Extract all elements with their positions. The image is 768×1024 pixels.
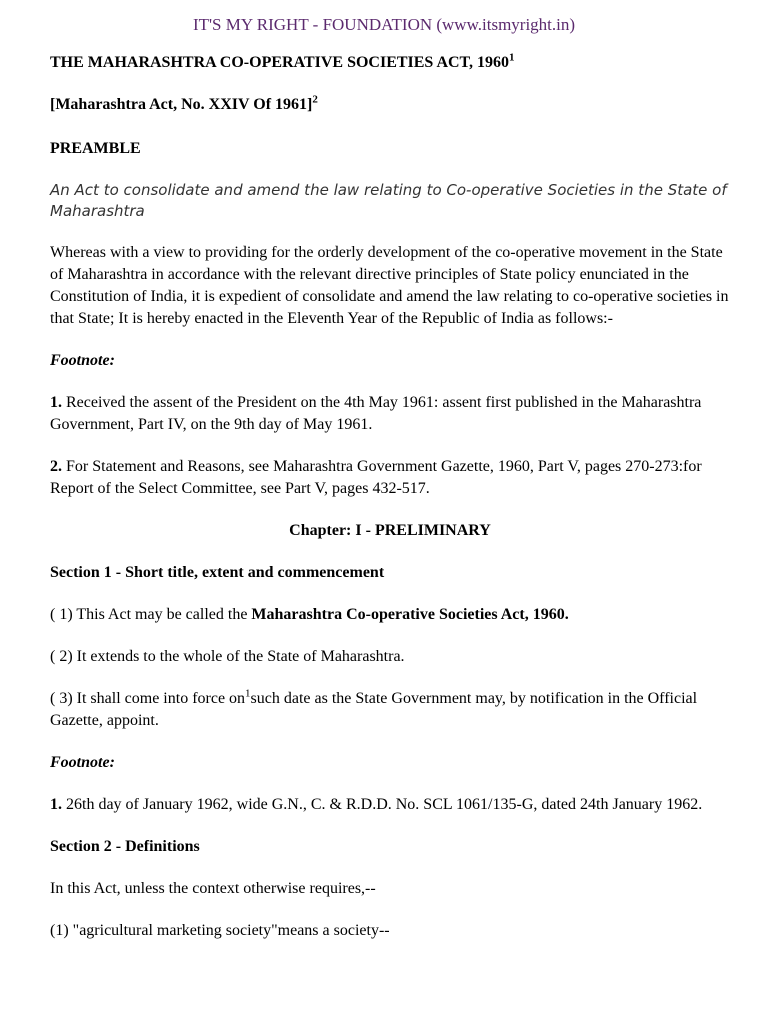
clause-1-text: ( 1) This Act may be called the (50, 606, 252, 623)
footnote-label: Footnote: (50, 754, 115, 771)
act-number (50, 94, 730, 116)
footnote-1 (50, 392, 730, 436)
section-2-intro: In this Act, unless the context otherwise requires,-- (50, 880, 376, 897)
section-2-heading: Section 2 - Definitions (50, 838, 200, 855)
chapter-heading: Chapter: I - PRELIMINARY (289, 522, 491, 539)
clause-3-text-b: such date as the State Government may, by notification in the Official Gazette, appoint. (50, 690, 698, 729)
section-1-clause-1 (50, 604, 730, 626)
footnote-2-text: For Statement and Reasons, see Maharashtra Government Gazette, 1960, Part V, pages 270-273:for Report of the Select Committee, see Part V, pages 432-517. (50, 458, 702, 497)
preamble-subtitle: An Act to consolidate and amend the law relating to Co-operative Societies in the State of Maharashtra (50, 181, 727, 220)
footnote-3 (50, 794, 730, 816)
preamble-heading: PREAMBLE (50, 140, 141, 157)
act-number-text: [Maharashtra Act, No. XXIV Of 1961] (50, 96, 313, 113)
footnote-2-number: 2. (50, 458, 62, 475)
section-2-clause-1: (1) "agricultural marketing society"means a society-- (50, 922, 390, 939)
document-page (50, 14, 730, 942)
act-title (50, 52, 730, 74)
footnote-2 (50, 456, 730, 500)
section-1-heading: Section 1 - Short title, extent and commencement (50, 564, 385, 581)
section-1-clause-3 (50, 688, 730, 732)
preamble-text: Whereas with a view to providing for the orderly development of the co-operative movement in the State of Maharashtra in accordance with the relevant directive principles of State policy enunciated in the Constitution of India, it is expedient of consolidate and amend the law relating to co-operative societies in that State; It is hereby enacted in the Eleventh Year of the Republic of India as follows:- (50, 244, 729, 327)
site-header: IT'S MY RIGHT - FOUNDATION (www.itsmyright.in) (192, 15, 576, 34)
act-title-text: THE MAHARASHTRA CO-OPERATIVE SOCIETIES ACT, 1960 (50, 54, 510, 71)
footnote-1-number: 1. (50, 394, 62, 411)
footnote-1-text: Received the assent of the President on the 4th May 1961: assent first published in the Maharashtra Government, Part IV, on the 9th day of May 1961. (50, 394, 702, 433)
footnote-3-text: 26th day of January 1962, wide G.N., C. & R.D.D. No. SCL 1061/135-G, dated 24th January 1962. (62, 796, 703, 813)
footnote-label: Footnote: (50, 352, 115, 369)
footnote-3-number: 1. (50, 796, 62, 813)
clause-3-footnote-ref: 1 (245, 687, 251, 700)
act-number-footnote-ref: 2 (312, 93, 318, 106)
clause-1-act-name: Maharashtra Co-operative Societies Act, 1960. (251, 606, 569, 623)
clause-3-text-a: ( 3) It shall come into force on (50, 690, 246, 707)
section-1-clause-2: ( 2) It extends to the whole of the State of Maharashtra. (50, 648, 405, 665)
title-footnote-ref: 1 (509, 51, 515, 64)
